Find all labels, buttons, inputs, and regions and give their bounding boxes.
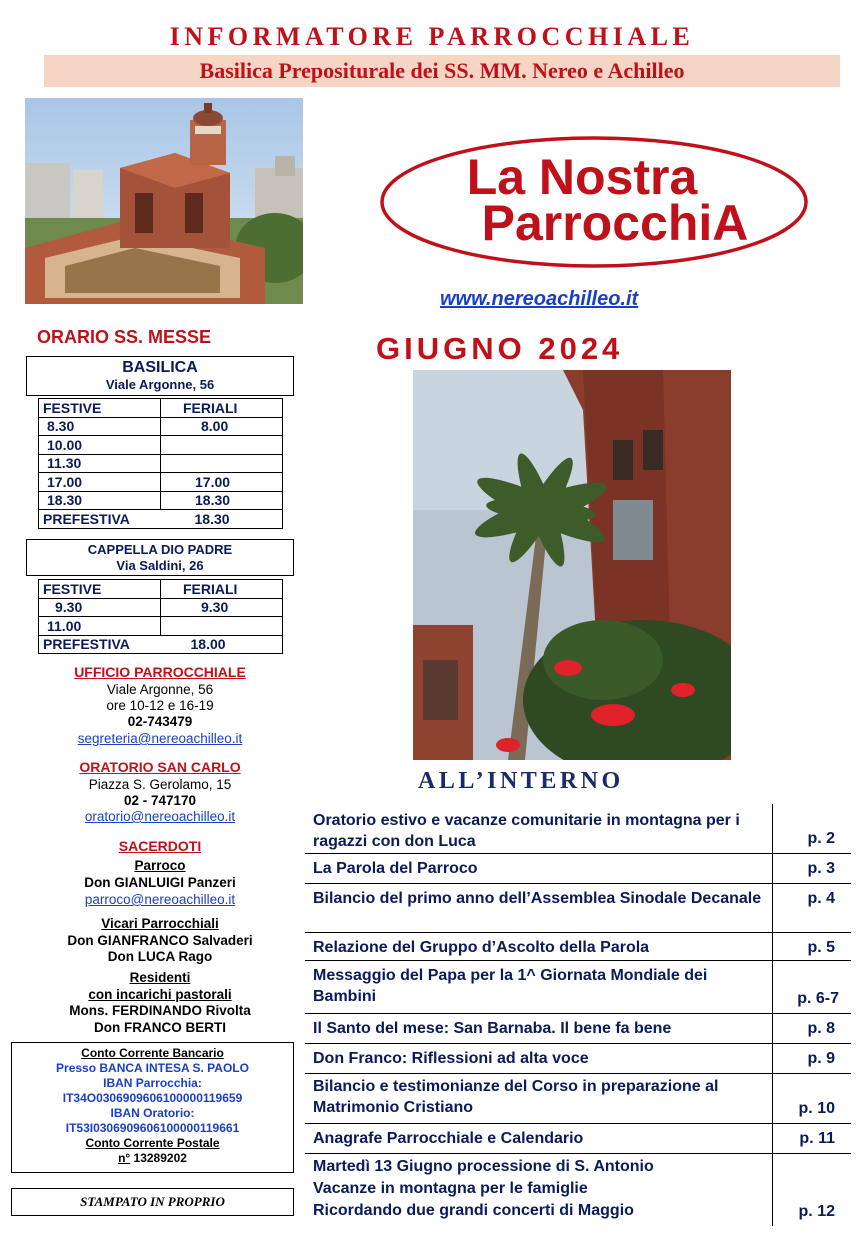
- basilica-mass-table: [38, 398, 283, 529]
- cappella-address: Via Saldini, 26: [116, 558, 204, 573]
- cappella-head-festive: FESTIVE: [39, 580, 161, 599]
- oratorio-title: ORATORIO SAN CARLO: [79, 759, 241, 775]
- ufficio-email-link[interactable]: segreteria@nereoachilleo.it: [77, 731, 243, 746]
- festive-time: 11.00: [39, 617, 161, 636]
- festive-time: 17.00: [39, 473, 161, 492]
- church-palm-photo: [413, 370, 731, 760]
- toc-item-page: p. 9: [772, 1044, 851, 1073]
- table-row: [39, 417, 283, 436]
- basilica-name: BASILICA: [122, 359, 198, 376]
- mass-schedule-title: ORARIO SS. MESSE: [37, 327, 212, 347]
- toc-item-title: Oratorio estivo e vacanze comunitarie in montagna per i ragazzi con don Luca: [313, 812, 740, 850]
- table-row: [39, 598, 283, 617]
- residente-name: Mons. FERDINANDO Rivolta: [69, 1003, 251, 1018]
- festive-time: 18.30: [39, 491, 161, 510]
- printed-note: STAMPATO IN PROPRIO: [11, 1188, 294, 1216]
- feriali-time: [161, 617, 283, 636]
- iban-oratorio-label: IBAN Oratorio:: [110, 1106, 195, 1120]
- iban-parrocchia: IT34O0306909606100000119659: [62, 1091, 243, 1105]
- list-item[interactable]: [305, 1044, 851, 1074]
- toc-item-title: Martedì 13 Giugno processione di S. Antonio Vacanze in montagna per le famiglie Ricordando due grandi concerti di Maggio: [313, 1158, 654, 1219]
- la-nostra-parrocchia-logo: [377, 132, 811, 272]
- toc-item-page: p. 5: [772, 933, 851, 960]
- residenti-sub: con incarichi pastorali: [88, 987, 232, 1002]
- cappella-box: [26, 539, 294, 576]
- toc-item-title: Messaggio del Papa per la 1^ Giornata Mondiale dei Bambini: [313, 967, 708, 1005]
- list-item[interactable]: [305, 854, 851, 884]
- residente-name: Don FRANCO BERTI: [94, 1020, 226, 1035]
- oratorio-address: Piazza S. Gerolamo, 15: [88, 777, 232, 792]
- sacerdoti-title: SACERDOTI: [118, 838, 202, 854]
- toc-item-title: Il Santo del mese: San Barnaba. Il bene fa bene: [313, 1020, 672, 1037]
- list-item[interactable]: [305, 1124, 851, 1154]
- table-row: [39, 473, 283, 492]
- prefestiva-label: PREFESTIVA: [39, 635, 161, 654]
- parroco-email-link[interactable]: parroco@nereoachilleo.it: [84, 892, 236, 907]
- toc-item-title: Bilancio e testimonianze del Corso in preparazione al Matrimonio Cristiano: [313, 1078, 719, 1116]
- toc-item-title: Don Franco: Riflessioni ad alta voce: [313, 1050, 589, 1067]
- oratorio-email-link[interactable]: oratorio@nereoachilleo.it: [84, 809, 236, 824]
- bank-name: Presso BANCA INTESA S. PAOLO: [56, 1061, 249, 1075]
- festive-time: 8.30: [39, 417, 161, 436]
- iban-oratorio: IT53I0306909606100000119661: [65, 1121, 240, 1135]
- toc-item-title: La Parola del Parroco: [313, 860, 478, 877]
- table-row: [39, 491, 283, 510]
- table-row: [39, 635, 283, 654]
- prefestiva-time: 18.30: [161, 510, 283, 529]
- cappella-name: CAPPELLA DIO PADRE: [87, 542, 233, 557]
- ufficio-phone: 02-743479: [127, 714, 193, 729]
- toc-item-page: p. 6-7: [772, 961, 851, 1013]
- list-item[interactable]: [305, 933, 851, 961]
- oratorio-phone: 02 - 747170: [123, 793, 197, 808]
- cappella-head-feriali: FERIALI: [161, 580, 283, 599]
- toc-item-page: p. 2: [772, 804, 851, 853]
- festive-time: 9.30: [39, 598, 161, 617]
- list-item[interactable]: [305, 961, 851, 1014]
- postal-label: Conto Corrente Postale: [85, 1136, 220, 1150]
- logo-line2: ParrocchiA: [481, 195, 749, 251]
- bank-info-box: [11, 1042, 294, 1173]
- issue-month: GIUGNO 2024: [376, 331, 624, 366]
- postal-number: 13289202: [130, 1151, 187, 1165]
- parroco-name: Don GIANLUIGI Panzeri: [84, 875, 236, 890]
- residenti-label: Residenti: [129, 970, 191, 985]
- header-title: INFORMATORE PARROCCHIALE: [169, 22, 695, 51]
- vicario-name: Don GIANFRANCO Salvaderi: [67, 933, 253, 948]
- list-item[interactable]: [305, 1074, 851, 1124]
- toc-item-title: Relazione del Gruppo d’Ascolto della Parola: [313, 939, 650, 956]
- bank-title: Conto Corrente Bancario: [81, 1046, 224, 1060]
- postal-prefix: n°: [118, 1151, 131, 1165]
- toc-item-page: p. 12: [772, 1154, 851, 1226]
- toc-item-page: p. 8: [772, 1014, 851, 1043]
- toc-item-page: p. 10: [772, 1074, 851, 1123]
- header-subtitle: Basilica Prepositurale dei SS. MM. Nereo e Achilleo: [44, 55, 840, 87]
- toc-item-title: Anagrafe Parrocchiale e Calendario: [313, 1130, 584, 1147]
- feriali-time: [161, 436, 283, 455]
- website-link[interactable]: www.nereoachilleo.it: [440, 288, 639, 310]
- toc-item-page: p. 11: [772, 1124, 851, 1153]
- list-item[interactable]: [305, 804, 851, 854]
- feriali-time: [161, 454, 283, 473]
- ufficio-title: UFFICIO PARROCCHIALE: [74, 664, 246, 680]
- list-item[interactable]: [305, 884, 851, 933]
- toc-item-title: Bilancio del primo anno dell’Assemblea Sinodale Decanale: [313, 890, 762, 907]
- feriali-time: 18.30: [161, 491, 283, 510]
- toc-item-page: p. 3: [772, 854, 851, 883]
- feriali-time: 8.00: [161, 417, 283, 436]
- toc-item-page: p. 4: [772, 884, 851, 932]
- table-row: [39, 454, 283, 473]
- festive-time: 11.30: [39, 454, 161, 473]
- vicari-label: Vicari Parrocchiali: [101, 916, 219, 931]
- festive-time: 10.00: [39, 436, 161, 455]
- logo-line1: La Nostra: [466, 149, 698, 205]
- feriali-time: 9.30: [161, 598, 283, 617]
- table-row: [39, 617, 283, 636]
- list-item[interactable]: [305, 1014, 851, 1044]
- cappella-mass-table: [38, 579, 283, 654]
- basilica-address: Viale Argonne, 56: [105, 377, 215, 392]
- basilica-aerial-photo: [25, 98, 303, 304]
- ufficio-hours: ore 10-12 e 16-19: [106, 698, 214, 713]
- prefestiva-time: 18.00: [161, 635, 283, 654]
- parroco-label: Parroco: [134, 858, 186, 873]
- basilica-head-feriali: FERIALI: [161, 399, 283, 418]
- vicario-name: Don LUCA Rago: [107, 949, 213, 964]
- contents-title: ALL’INTERNO: [418, 768, 624, 794]
- basilica-head-festive: FESTIVE: [39, 399, 161, 418]
- feriali-time: 17.00: [161, 473, 283, 492]
- ufficio-address: Viale Argonne, 56: [106, 682, 214, 697]
- table-of-contents: [305, 804, 851, 1226]
- table-row: [39, 510, 283, 529]
- table-row: [39, 436, 283, 455]
- prefestiva-label: PREFESTIVA: [39, 510, 161, 529]
- basilica-box: [26, 356, 294, 396]
- list-item[interactable]: [305, 1154, 851, 1226]
- iban-parrocchia-label: IBAN Parrocchia:: [103, 1076, 202, 1090]
